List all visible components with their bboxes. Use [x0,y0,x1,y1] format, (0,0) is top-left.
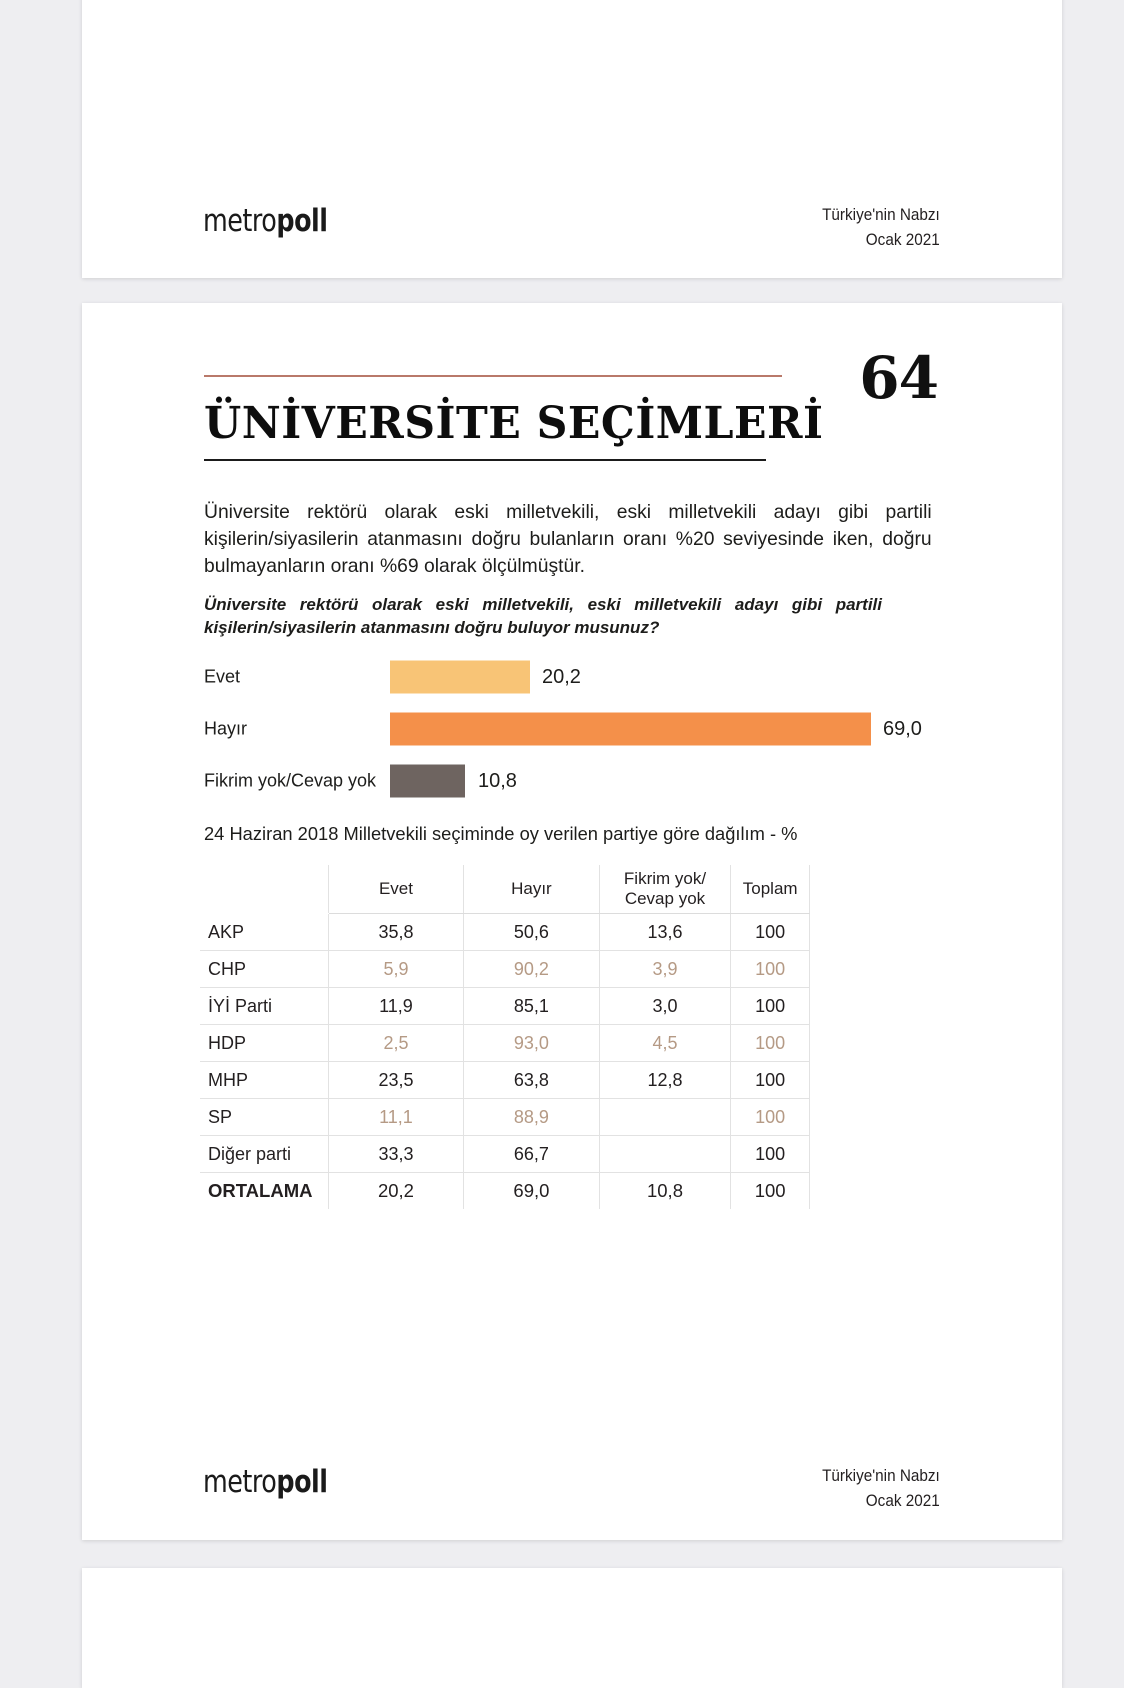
cell-hayir: 66,7 [464,1136,599,1173]
edition-line-1: Türkiye'nin Nabzı [822,1466,940,1485]
table-body [200,914,810,1210]
cell-toplam: 100 [731,914,810,951]
cell-hayir: 88,9 [464,1099,599,1136]
table-caption: 24 Haziran 2018 Milletvekili seçiminde oy verilen partiye göre dağılım - % [204,823,798,844]
metropoll-logo [203,1463,327,1501]
table-row [200,951,810,988]
cell-hayir: 93,0 [464,1025,599,1062]
column-header-fikrim-line1: Fikrim yok/ [623,869,707,888]
bar-row [204,651,964,703]
cell-fikrim [599,1099,731,1136]
party-breakdown-table [200,865,810,1209]
cell-evet: 23,5 [328,1062,463,1099]
table-row-average [200,1173,810,1210]
cell-toplam: 100 [731,988,810,1025]
cell-party: ORTALAMA [208,1180,313,1201]
column-header-evet: Evet [328,865,463,914]
bar-fill-hayir [390,713,871,746]
cell-evet: 33,3 [328,1136,463,1173]
column-header-hayir-text: Hayır [511,879,552,898]
metropoll-logo [203,202,327,240]
cell-fikrim: 10,8 [599,1173,731,1210]
table-header [200,865,810,914]
edition-line-2: Ocak 2021 [865,1491,940,1510]
cell-toplam: 100 [731,1099,810,1136]
bar-label: Fikrim yok/Cevap yok [204,770,377,791]
table-row [200,1062,810,1099]
bar-row [204,755,964,807]
cell-toplam: 100 [731,1136,810,1173]
cell-fikrim: 3,9 [599,951,731,988]
edition-label [822,202,940,252]
bar-fill-evet [390,661,530,694]
cell-toplam: 100 [731,1173,810,1210]
cell-fikrim: 4,5 [599,1025,731,1062]
logo-text-light: metro [203,1464,277,1500]
cell-party: HDP [200,1025,328,1062]
slide-card-next [82,1568,1062,1688]
cell-fikrim [599,1136,731,1173]
logo-text-bold: poll [276,1464,328,1500]
cell-party: İYİ Parti [200,988,328,1025]
cell-fikrim: 12,8 [599,1062,731,1099]
bar-chart [204,651,964,807]
bar-fill-fikrim-yok [390,765,465,798]
cell-hayir: 69,0 [464,1173,599,1210]
edition-line-1: Türkiye'nin Nabzı [822,205,940,224]
title-rule-bottom [204,459,766,461]
cell-fikrim: 13,6 [599,914,731,951]
logo-text-light: metro [203,203,277,239]
column-header-hayir [464,865,599,914]
logo-text-bold: poll [276,203,328,239]
table-row [200,1025,810,1062]
table-row [200,1136,810,1173]
column-header-party [200,865,328,914]
page-title: ÜNİVERSİTE SEÇİMLERİ [204,398,824,449]
table-row [200,914,810,951]
column-header-fikrim-yok [599,865,731,914]
bar-label: Evet [204,666,241,687]
table-row [200,1099,810,1136]
slide-card-previous [82,0,1062,278]
cell-party: AKP [200,914,328,951]
cell-evet: 11,1 [328,1099,463,1136]
survey-question: Üniversite rektörü olarak eski milletvekili, eski milletvekili adayı gibi partili kişilerin/siyasilerin atanmasını doğru buluyor musunuz? [204,595,882,637]
cell-evet: 20,2 [328,1173,463,1210]
table-row [200,988,810,1025]
cell-party: CHP [200,951,328,988]
cell-hayir: 50,6 [464,914,599,951]
bar-value: 10,8 [478,769,517,792]
bar-value: 20,2 [542,665,581,688]
bar-track [390,713,964,746]
cell-hayir: 85,1 [464,988,599,1025]
cell-evet: 35,8 [328,914,463,951]
cell-hayir: 90,2 [464,951,599,988]
edition-line-2: Ocak 2021 [865,230,940,249]
bar-track [390,661,964,694]
summary-paragraph: Üniversite rektörü olarak eski milletvekili, eski milletvekili adayı gibi partili kişilerin/siyasilerin atanmasını doğru bulanların oranı %20 seviyesinde iken, doğru bulmayanların oranı %69 olarak ölçülmüştür. [204,501,932,577]
cell-party: MHP [200,1062,328,1099]
bar-label: Hayır [204,718,248,739]
cell-toplam: 100 [731,1062,810,1099]
slide-footer [82,202,1062,262]
title-rule-top [204,375,782,377]
cell-fikrim: 3,0 [599,988,731,1025]
bar-value: 69,0 [883,717,922,740]
edition-label [822,1463,940,1513]
slide-footer [82,1463,1062,1523]
cell-evet: 5,9 [328,951,463,988]
cell-party: Diğer parti [200,1136,328,1173]
column-header-fikrim-line2: Cevap yok [624,889,706,908]
cell-party: SP [200,1099,328,1136]
bar-track [390,765,964,798]
cell-evet: 11,9 [328,988,463,1025]
cell-hayir: 63,8 [464,1062,599,1099]
page-number: 64 [859,344,938,412]
title-block [204,375,824,461]
table-header-row [200,865,810,914]
column-header-toplam: Toplam [731,865,810,914]
cell-evet: 2,5 [328,1025,463,1062]
cell-toplam: 100 [731,1025,810,1062]
slide-card-main [82,303,1062,1540]
cell-toplam: 100 [731,951,810,988]
bar-row [204,703,964,755]
